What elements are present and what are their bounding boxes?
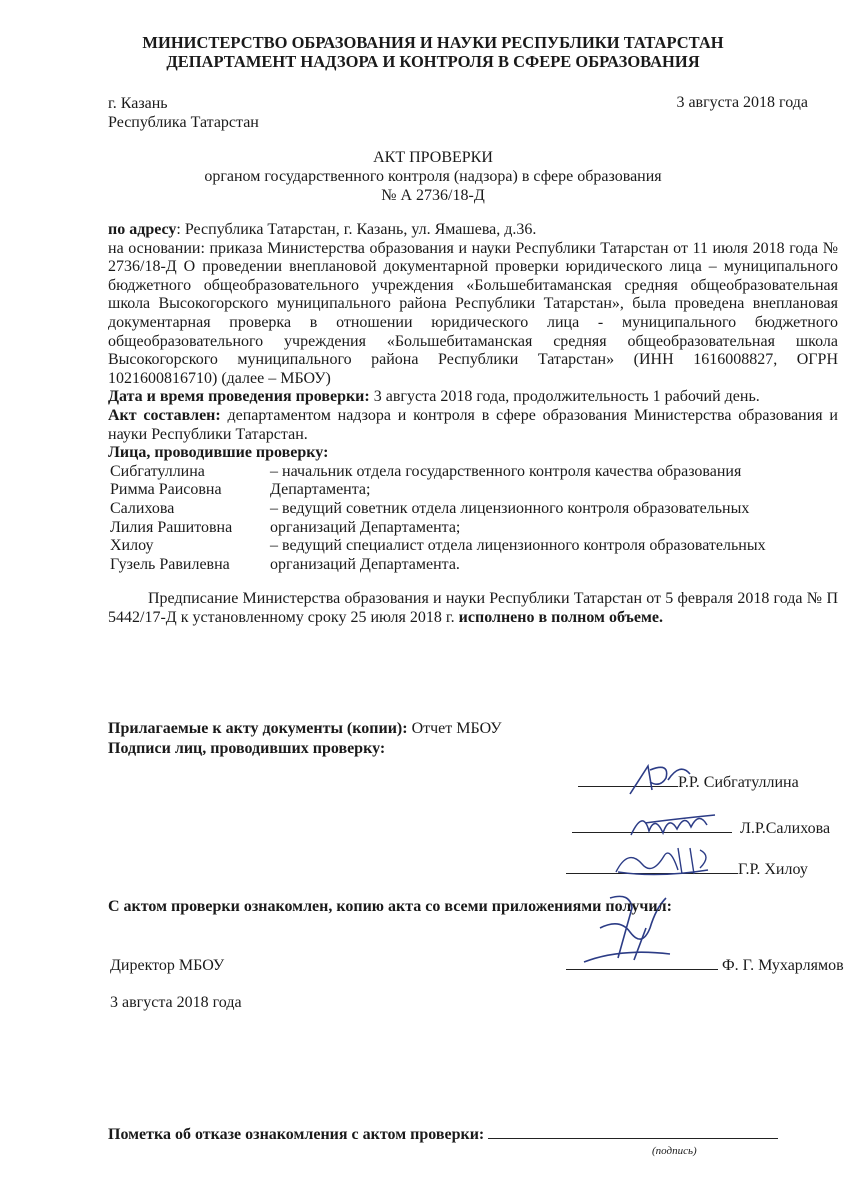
inspector-name: Римма Раисовна — [110, 481, 222, 499]
refusal-line — [108, 1126, 778, 1144]
acknowledged-line: С актом проверки ознакомлен, копию акта со всеми приложениями получил: — [108, 898, 672, 915]
inspector-role-cont: организаций Департамента; — [270, 518, 461, 536]
composed-paragraph — [108, 407, 838, 444]
act-subtitle: органом государственного контроля (надзора) в сфере образования — [204, 168, 662, 185]
handwritten-signature — [620, 760, 700, 800]
inspector-surname: Салихова — [110, 499, 175, 517]
director-role: Директор МБОУ — [110, 957, 225, 974]
datetime-line — [108, 388, 838, 407]
inspector-role-cont: организаций Департамента. — [270, 555, 460, 573]
department-name: ДЕПАРТАМЕНТ НАДЗОРА И КОНТРОЛЯ В СФЕРЕ ОБРАЗОВАНИЯ — [166, 52, 700, 71]
address-label: по адресу — [108, 221, 177, 238]
place-block — [108, 94, 259, 132]
inspectors-label: Лица, проводившие проверку: — [108, 444, 329, 462]
act-body — [108, 221, 838, 627]
inspector-surname: Сибгатуллина — [110, 462, 205, 480]
signer-name: Р.Р. Сибгатуллина — [678, 774, 799, 791]
datetime-value: 3 августа 2018 года, продолжительность 1 рабочий день. — [369, 388, 760, 406]
attachments-block — [108, 719, 502, 758]
inspector-surname: Хилоу — [110, 537, 154, 555]
table-row — [108, 537, 840, 556]
act-title: АКТ ПРОВЕРКИ — [373, 149, 493, 166]
address-value: : Республика Татарстан, г. Казань, ул. Ямашева, д.36. — [176, 221, 537, 238]
inspector-name: Гузель Равилевна — [110, 555, 230, 573]
director-name: Ф. Г. Мухарлямов — [722, 957, 844, 974]
signatures-label: Подписи лиц, проводивших проверку: — [108, 739, 386, 757]
signer-name: Г.Р. Хилоу — [738, 861, 808, 878]
attached-label: Прилагаемые к акту документы (копии): — [108, 720, 408, 737]
address-line — [108, 221, 838, 240]
director-signature-line — [566, 957, 844, 975]
basis-paragraph: на основании: приказа Министерства образования и науки Республики Татарстан от 11 июля 2018 года № 2736/18-Д О проведении внеплановой документарной проверки юридического лица – муниципального бюджетного общеобразовательного учреждения «Большебитаманская средняя общеобразовательная школа Высокогорского муниципального района Республики Татарстан», была проведена внеплановая документарная проверка в отношении юридического лица - муниципального бюджетного общеобразовательного учреждения «Большебитаманская средняя общеобразовательная школа Высокогорского муниципального района Республики Татарстан» (ИНН 1616008827, ОГРН 1021600816710) (далее – МБОУ) — [108, 239, 838, 387]
director-date: 3 августа 2018 года — [110, 994, 242, 1011]
act-number: № А 2736/18-Д — [381, 187, 485, 204]
inspector-role: – ведущий советник отдела лицензионного контроля образовательных — [270, 499, 750, 517]
order-text: Предписание Министерства образования и науки Республики Татарстан от 5 февраля 2018 года № П 5442/17-Д к установленному сроку 25 июля 2018 г. — [108, 590, 838, 626]
datetime-label: Дата и время проведения проверки: — [108, 388, 370, 406]
attached-value: Отчет МБОУ — [407, 720, 502, 737]
signature-caption: (подпись) — [652, 1145, 697, 1157]
region: Республика Татарстан — [108, 114, 259, 131]
handwritten-signature — [608, 842, 718, 882]
attached-line — [108, 719, 502, 739]
inspector-role: – начальник отдела государственного контроля качества образования — [270, 462, 742, 480]
composed-label: Акт составлен: — [108, 406, 221, 424]
table-row — [108, 556, 840, 575]
table-row — [108, 481, 840, 500]
inspector-role-cont: Департамента; — [270, 481, 371, 499]
city: г. Казань — [108, 95, 168, 112]
inspector-name: Лилия Рашитовна — [110, 518, 233, 536]
document-date: 3 августа 2018 года — [676, 94, 808, 111]
table-row — [108, 519, 840, 538]
order-paragraph — [108, 590, 838, 627]
table-row — [108, 500, 840, 519]
ministry-name: МИНИСТЕРСТВО ОБРАЗОВАНИЯ И НАУКИ РЕСПУБЛИКИ ТАТАРСТАН — [142, 33, 724, 52]
inspector-role: – ведущий специалист отдела лицензионного контроля образовательных — [270, 537, 766, 555]
table-row — [108, 463, 840, 482]
order-result: исполнено в полном объеме. — [458, 608, 663, 626]
act-title-block — [0, 148, 866, 205]
document-header — [0, 33, 866, 71]
inspectors-table — [108, 463, 840, 575]
handwritten-signature — [625, 805, 725, 845]
composed-value: департаментом надзора и контроля в сфере образования Министерства образования и науки Республики Татарстан. — [108, 406, 838, 443]
refusal-label: Пометка об отказе ознакомления с актом проверки: — [108, 1126, 485, 1143]
signer-name: Л.Р.Салихова — [740, 820, 831, 837]
